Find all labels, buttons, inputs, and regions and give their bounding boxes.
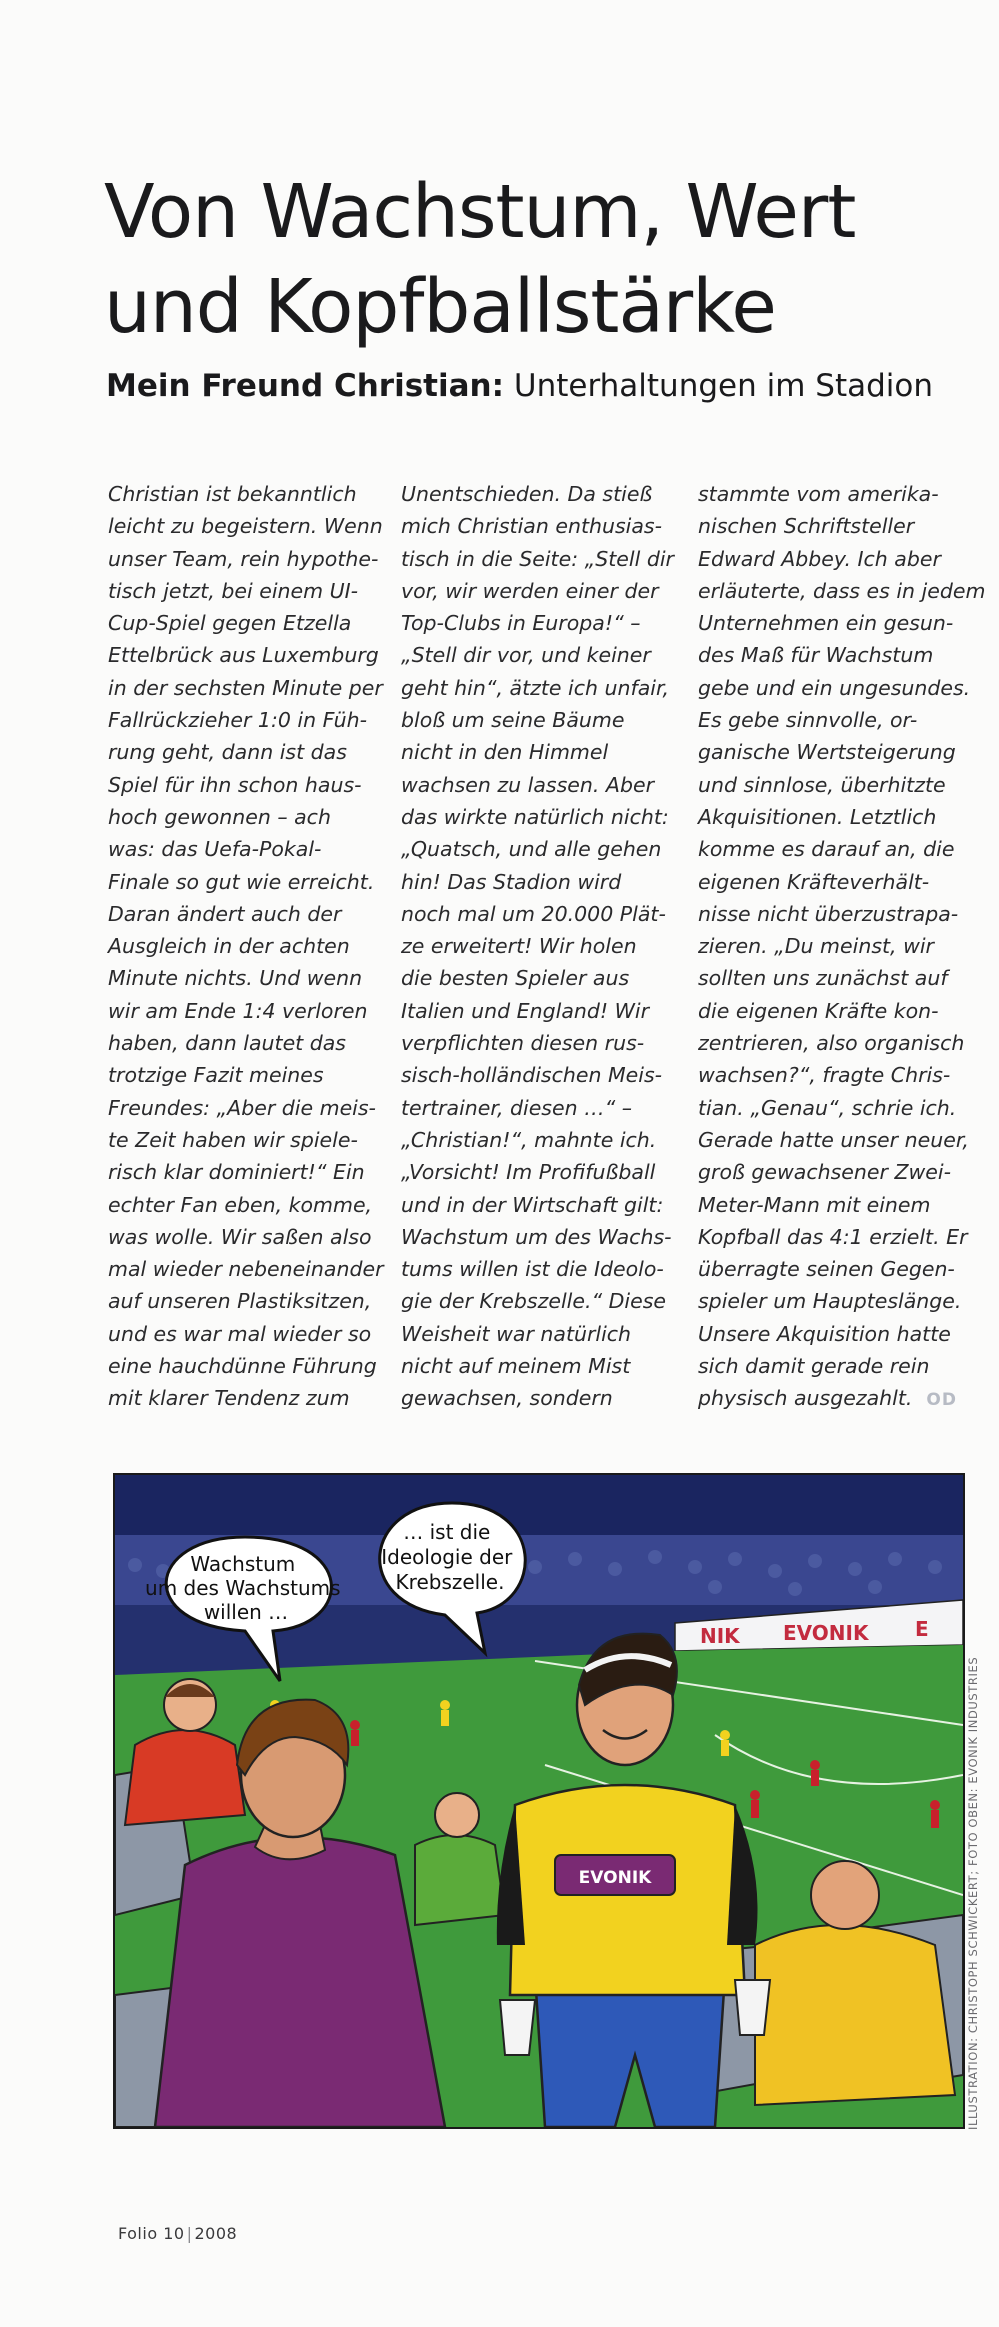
column-line: groß gewachsener Zwei- xyxy=(698,1160,951,1185)
column-line: Akquisitionen. Letztlich xyxy=(698,804,937,829)
column-line: hin! Das Stadion wird xyxy=(401,869,622,894)
column-line: hoch gewonnen – ach xyxy=(108,804,331,829)
column-line: gebe und ein ungesundes. xyxy=(698,675,971,700)
folio-label: Folio xyxy=(118,2224,158,2243)
column-line: und es war mal wieder so xyxy=(108,1321,372,1346)
article-subhead xyxy=(106,366,966,406)
column-line: Italien und England! Wir xyxy=(401,998,650,1023)
comic-illustration xyxy=(113,1473,965,2129)
bubble-right-line: … ist die xyxy=(403,1520,491,1544)
column-line: Weisheit war natürlich xyxy=(401,1321,632,1346)
column-line: Daran ändert auch der xyxy=(108,901,342,926)
column-line: erläuterte, dass es in jedem xyxy=(698,578,986,603)
column-line: Unternehmen ein gesun- xyxy=(698,611,954,636)
column-line: Ettelbrück aus Luxemburg xyxy=(108,643,379,668)
stadium-roof xyxy=(115,1475,963,1535)
column-line: wachsen?“, fragte Chris- xyxy=(698,1063,951,1088)
column-line: komme es darauf an, die xyxy=(698,837,955,862)
column-line: Es gebe sinnvolle, or- xyxy=(698,708,918,733)
column-line: Christian ist bekanntlich xyxy=(108,482,357,506)
headline-line: Von Wachstum, Wert xyxy=(104,169,856,255)
column-line: Fallrückzieher 1:0 in Füh- xyxy=(108,708,367,733)
bubble-left-line: willen … xyxy=(203,1600,289,1624)
column-line: die besten Spieler aus xyxy=(401,966,630,991)
column-line: nischen Schriftsteller xyxy=(698,514,915,539)
column-line: gie der Krebszelle.“ Diese xyxy=(401,1289,666,1314)
article-headline xyxy=(104,165,924,355)
column-line: was wolle. Wir saßen also xyxy=(108,1224,372,1249)
column-line: Ausgleich in der achten xyxy=(108,934,350,959)
column-line: „Quatsch, und alle gehen xyxy=(401,837,662,862)
column-line: mal wieder nebeneinander xyxy=(108,1257,384,1282)
column-line: des Maß für Wachstum xyxy=(698,643,934,668)
column-line: geht hin“, ätzte ich unfair, xyxy=(401,675,670,700)
column-line: wir am Ende 1:4 verloren xyxy=(108,998,368,1023)
headline-line: und Kopfballstärke xyxy=(104,264,776,350)
column-line: Edward Abbey. Ich aber xyxy=(698,546,941,571)
folio-year: 2008 xyxy=(194,2224,238,2243)
bubble-right-line: Ideologie der xyxy=(381,1545,513,1569)
column-line: Unsere Akquisition hatte xyxy=(698,1321,951,1346)
board-text-evonik: EVONIK xyxy=(783,1621,869,1645)
column-line: Wachstum um des Wachs- xyxy=(401,1224,672,1249)
page-folio xyxy=(118,2224,237,2243)
column-line: die eigenen Kräfte kon- xyxy=(698,998,939,1023)
column-line: sisch-holländischen Meis- xyxy=(401,1063,663,1088)
column-line: nicht auf meinem Mist xyxy=(401,1354,631,1379)
column-line: risch klar dominiert!“ Ein xyxy=(108,1160,365,1185)
column-line: mit klarer Tendenz zum xyxy=(108,1386,350,1411)
column-line: tertrainer, diesen …“ – xyxy=(401,1095,632,1120)
board-text-e: E xyxy=(915,1617,929,1641)
column-line: zieren. „Du meinst, wir xyxy=(698,934,934,959)
column-line: noch mal um 20.000 Plät- xyxy=(401,901,666,926)
column-line: tisch in die Seite: „Stell dir xyxy=(401,546,674,571)
column-line: sich damit gerade rein xyxy=(698,1354,930,1379)
column-line: Freundes: „Aber die meis- xyxy=(108,1095,376,1120)
subhead-bold: Mein Freund Christian: xyxy=(106,368,505,404)
column-line: eine hauchdünne Führung xyxy=(108,1354,377,1379)
subhead-text: Unterhaltungen im Stadion xyxy=(513,368,933,404)
illustration-credit: ILLUSTRATION: CHRISTOPH SCHWICKERT; FOTO OBEN: EVONIK INDUSTRIES xyxy=(966,1656,980,2130)
column-line: echter Fan eben, komme, xyxy=(108,1192,373,1217)
column-line: leicht zu begeistern. Wenn xyxy=(108,514,383,539)
column-line: „Stell dir vor, und keiner xyxy=(401,643,651,668)
jersey-logo: EVONIK xyxy=(578,1868,652,1888)
last-line-with-signature xyxy=(698,1382,978,1416)
column-line: bloß um seine Bäume xyxy=(401,708,625,733)
author-signature: OD xyxy=(926,1390,957,1411)
column-line: und sinnlose, überhitzte xyxy=(698,772,946,797)
column-line: Minute nichts. Und wenn xyxy=(108,966,363,991)
column-line: gewachsen, sondern xyxy=(401,1386,613,1411)
column-line: Meter-Mann mit einem xyxy=(698,1192,931,1217)
text-column-2 xyxy=(401,478,681,1415)
column-line: „Vorsicht! Im Profifußball xyxy=(401,1160,656,1185)
folio-issue: 10 xyxy=(163,2224,185,2243)
board-text-nik: NIK xyxy=(700,1624,740,1648)
folio-separator: | xyxy=(186,2224,193,2243)
column-line: überragte seinen Gegen- xyxy=(698,1257,955,1282)
column-line: Cup-Spiel gegen Etzella xyxy=(108,611,352,636)
column-line: sollten uns zunächst auf xyxy=(698,966,948,991)
column-line: Finale so gut wie erreicht. xyxy=(108,869,375,894)
text-column-3 xyxy=(698,478,986,1417)
column-line: auf unseren Plastiksitzen, xyxy=(108,1289,372,1314)
column-line: vor, wir werden einer der xyxy=(401,578,659,603)
column-line: wachsen zu lassen. Aber xyxy=(401,772,654,797)
column-line: in der sechsten Minute per xyxy=(108,675,383,700)
column-line: ganische Wertsteigerung xyxy=(698,740,956,765)
column-line: stammte vom amerika- xyxy=(698,482,939,506)
column-line: eigenen Kräfteverhält- xyxy=(698,869,930,894)
column-line: tums willen ist die Ideolo- xyxy=(401,1257,664,1282)
column-line: was: das Uefa-Pokal- xyxy=(108,837,322,862)
column-line: nicht in den Himmel xyxy=(401,740,609,765)
column-line: physisch ausgezahlt. xyxy=(698,1386,913,1411)
column-line: das wirkte natürlich nicht: xyxy=(401,804,669,829)
column-line: trotzige Fazit meines xyxy=(108,1063,324,1088)
column-line: Top-Clubs in Europa!“ – xyxy=(401,611,641,636)
column-line: haben, dann lautet das xyxy=(108,1031,346,1056)
column-line: Unentschieden. Da stieß xyxy=(401,482,653,506)
column-line: rung geht, dann ist das xyxy=(108,740,347,765)
column-line: zentrieren, also organisch xyxy=(698,1031,965,1056)
column-line: te Zeit haben wir spiele- xyxy=(108,1127,358,1152)
column-line: Spiel für ihn schon haus- xyxy=(108,772,362,797)
column-line: verpflichten diesen rus- xyxy=(401,1031,645,1056)
column-line: und in der Wirtschaft gilt: xyxy=(401,1192,664,1217)
column-line: Gerade hatte unser neuer, xyxy=(698,1127,969,1152)
column-line: tian. „Genau“, schrie ich. xyxy=(698,1095,957,1120)
column-line: unser Team, rein hypothe- xyxy=(108,546,379,571)
column-line: spieler um Haupteslänge. xyxy=(698,1289,962,1314)
column-line: ze erweitert! Wir holen xyxy=(401,934,637,959)
column-line: mich Christian enthusias- xyxy=(401,514,663,539)
column-line: tisch jetzt, bei einem UI- xyxy=(108,578,359,603)
bubble-left-line: um des Wachstums xyxy=(145,1576,341,1600)
column-line: nisse nicht überzustrapa- xyxy=(698,901,959,926)
bubble-right-line: Krebszelle. xyxy=(395,1570,505,1594)
column-line: Kopfball das 4:1 erzielt. Er xyxy=(698,1224,968,1249)
text-column-1 xyxy=(108,478,388,1415)
column-line: „Christian!“, mahnte ich. xyxy=(401,1127,657,1152)
bubble-left-line: Wachstum xyxy=(190,1552,296,1576)
